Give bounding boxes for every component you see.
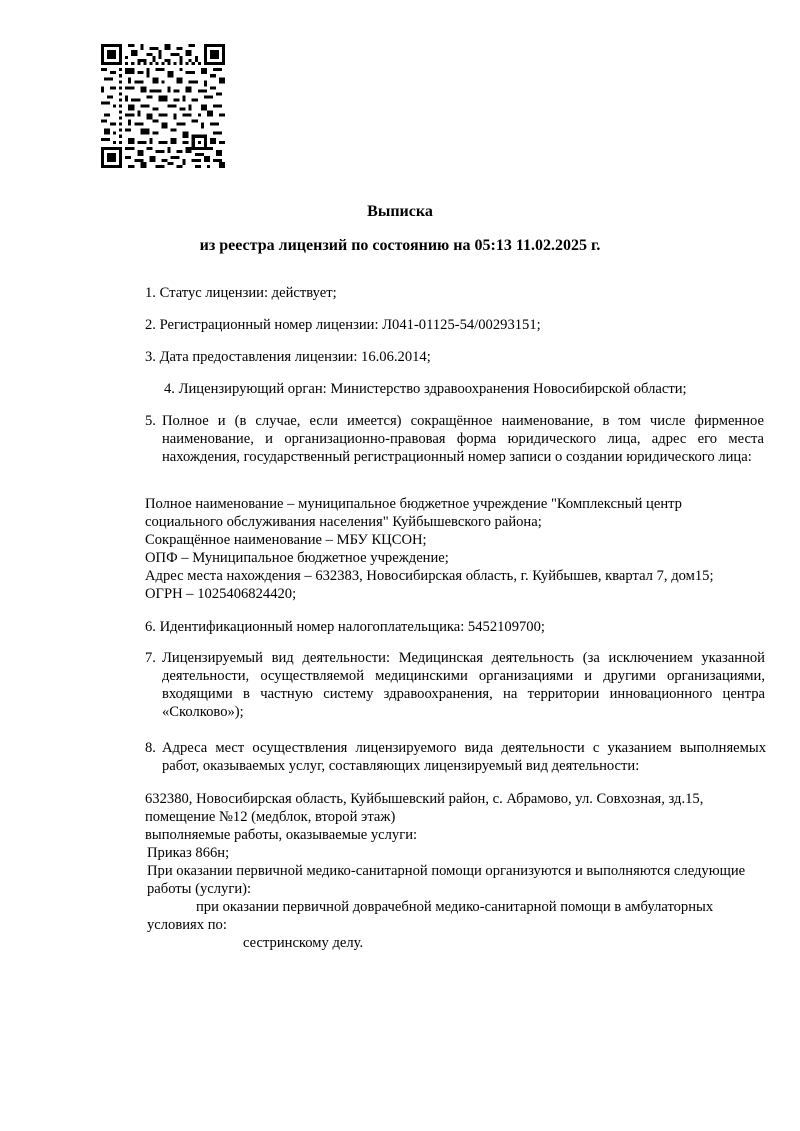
primary-care-line-1: При оказании первичной медико-санитарной помощи организуются и выполняются следующие [147, 863, 746, 879]
order-reference: Приказ 866н; [147, 845, 230, 861]
document-title: Выписка [367, 203, 433, 220]
taxpayer-id: 6. Идентификационный номер налогоплательщика: 5452109700; [145, 619, 545, 635]
item-5-number: 5. [145, 413, 156, 429]
works-label: выполняемые работы, оказываемые услуги: [145, 827, 418, 843]
license-authority: 4. Лицензирующий орган: Министерство здравоохранения Новосибирской области; [164, 381, 687, 397]
license-status: 1. Статус лицензии: действует; [145, 285, 337, 301]
prehospital-care-line-2: условиях по: [147, 917, 227, 933]
organization-info [145, 495, 714, 603]
org-short-name: Сокращённое наименование – МБУ КЦСОН; [145, 532, 427, 548]
qr-code [101, 44, 225, 168]
document-subtitle: из реестра лицензий по состоянию на 05:13 11.02.2025 г. [199, 237, 601, 254]
activity-location [145, 790, 745, 952]
item-7-number: 7. [145, 650, 156, 666]
prehospital-care-line-1: при оказании первичной доврачебной медико-санитарной помощи в амбулаторных [196, 899, 714, 915]
org-opf: ОПФ – Муниципальное бюджетное учреждение; [145, 550, 449, 566]
license-date: 3. Дата предоставления лицензии: 16.06.2014; [145, 349, 431, 365]
org-full-name-line-1: Полное наименование – муниципальное бюджетное учреждение "Комплексный центр [145, 496, 682, 512]
primary-care-line-2: работы (услуги): [147, 881, 252, 897]
org-full-name-line-2: социального обслуживания населения" Куйбышевского района; [145, 514, 542, 530]
org-ogrn: ОГРН – 1025406824420; [145, 586, 297, 602]
org-address: Адрес места нахождения – 632383, Новосибирская область, г. Куйбышев, квартал 7, дом15; [145, 568, 714, 584]
license-reg-number: 2. Регистрационный номер лицензии: Л041-01125-54/00293151; [145, 317, 541, 333]
item-8-number: 8. [145, 740, 156, 756]
item-5-text: Полное и (в случае, если имеется) сокращённое наименование, в том числе фирменное наименование, и организационно-правовая форма юридического лица, адрес его места нахождения, государственный регистрационный номер записи о создании юридического лица: [162, 413, 764, 465]
item-8-text: Адреса мест осуществления лицензируемого вида деятельности с указанием выполняемых работ, оказываемых услуг, составляющих лицензируемый вид деятельности: [162, 740, 766, 774]
location-address-line-2: помещение №12 (медблок, второй этаж) [145, 809, 396, 825]
location-address-line-1: 632380, Новосибирская область, Куйбышевский район, с. Абрамово, ул. Совхозная, зд.15, [145, 791, 704, 807]
nursing-service: сестринскому делу. [243, 935, 364, 951]
item-7-text: Лицензируемый вид деятельности: Медицинская деятельность (за исключением указанной деятельности, осуществляемой медицинскими организациями и другими организациями, входящими в частную систему здравоохранения, на территории инновационного центра «Сколково»); [162, 650, 765, 720]
